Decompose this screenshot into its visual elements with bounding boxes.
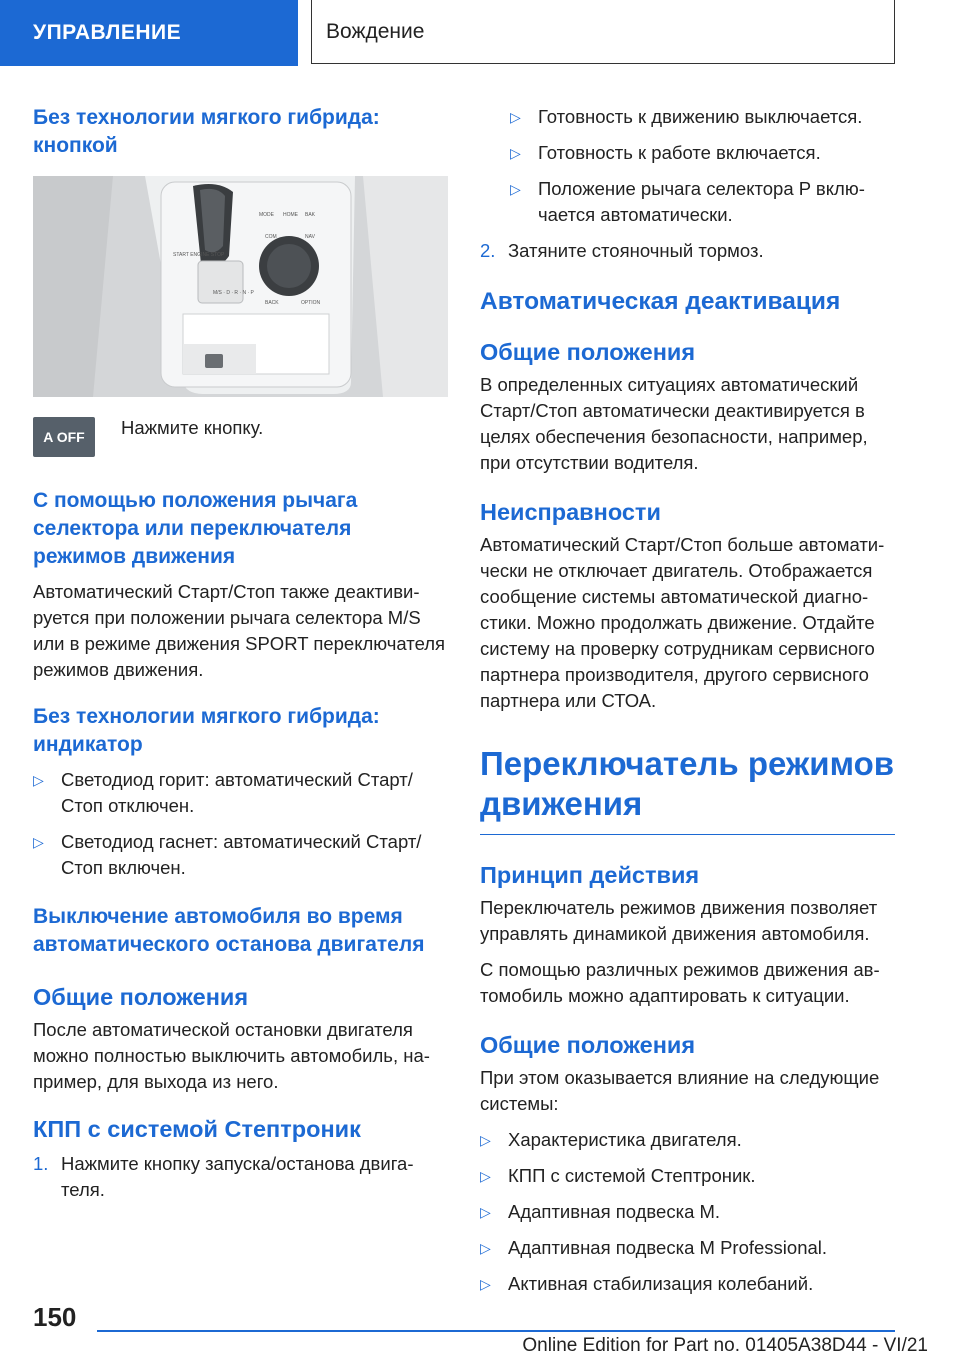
triangle-bullet-icon: ▷ (480, 1276, 491, 1292)
footer-divider (97, 1330, 895, 1332)
label-option: OPTION (301, 300, 321, 306)
paragraph-faults: Автоматический Старт/Стоп больше автоматически не отключает двигатель. Отображается сообщение системы автоматической диагностики. Можно продолжать движение. Отдайте систему на проверку сотрудникам сервисного партнера производителя, другого сервисного партнера или СТОА. (480, 534, 885, 711)
list-item: 2. Затяните стояночный тормоз. (480, 238, 895, 264)
paragraph-general: После автоматической остановки двигателя можно полностью выключить автомобиль, например, для выхода из него. (33, 1019, 430, 1092)
list-item: ▷ Положение рычага селектора P включается автоматически. (510, 178, 865, 225)
label-start: START ENGINE STOP (173, 252, 225, 258)
heading-general-right: Общие положения (480, 339, 696, 365)
list-item: ▷ Адаптивная подвеска M Professional. (480, 1235, 895, 1261)
heading-autodeact: Автоматическая деактивация (480, 288, 841, 315)
heading-faults: Неисправности (480, 499, 661, 525)
label-home: HOME (283, 212, 298, 218)
paragraph-general-right: В определенных ситуациях автоматический Старт/Стоп автоматически деактивируется в целях обеспечения безопасности, например, при отсутствии водителя. (480, 374, 868, 473)
right-column (480, 104, 895, 1297)
heading-mode-switch: Переключатель режимов движения (480, 744, 895, 835)
heading-principle: Принцип действия (480, 862, 700, 888)
triangle-bullet-icon: ▷ (510, 109, 521, 125)
systems-list (480, 1127, 895, 1297)
chapter-title: Вождение (326, 19, 425, 43)
list-item: ▷ Светодиод горит: автоматический Старт/ Стоп отключен. (33, 769, 413, 816)
left-column (33, 104, 448, 1203)
label-mode: MODE (259, 212, 274, 218)
triangle-bullet-icon: ▷ (510, 181, 521, 197)
heading-general-systems: Общие положения (480, 1032, 696, 1058)
triangle-bullet-icon: ▷ (510, 145, 521, 161)
heading-indicator: Без технологии мягкого гибрида: индикатор (33, 705, 380, 756)
paragraph-systems: При этом оказывается влияние на следующие системы: (480, 1067, 880, 1114)
paragraph-principle-2: С помощью различных режимов движения автомобиль можно адаптировать к ситуации. (480, 959, 880, 1006)
step-number: 1. (33, 1153, 49, 1174)
list-item: ▷ Светодиод гаснет: автоматический Старт/ Стоп включен. (33, 831, 422, 878)
page-number: 150 (33, 1302, 77, 1332)
continuation-list (480, 104, 895, 264)
section-title: УПРАВЛЕНИЕ (33, 21, 182, 44)
chapter-tab (311, 0, 895, 64)
button-instruction (33, 417, 448, 457)
console-illustration (33, 176, 448, 397)
label-bak: BAK (305, 212, 316, 218)
list-item: ▷ КПП с системой Стептроник. (480, 1163, 895, 1189)
label-back: BACK (265, 300, 279, 306)
indicator-list (33, 767, 448, 881)
press-text: Нажмите кнопку. (121, 417, 264, 438)
triangle-bullet-icon: ▷ (480, 1240, 491, 1256)
list-item: ▷ Готовность к работе включается. (480, 140, 895, 166)
heading-button: Без технологии мягкого гибрида: кнопкой (33, 106, 380, 157)
heading-general: Общие положения (33, 984, 249, 1010)
label-selector: M/S · D · R · N · P (213, 290, 254, 296)
triangle-bullet-icon: ▷ (480, 1168, 491, 1184)
section-tab (0, 0, 298, 66)
edition-text: Online Edition for Part no. 01405A38D44 - VI/21 (522, 1335, 928, 1356)
list-item: ▷ Характеристика двигателя. (480, 1127, 895, 1153)
label-nav: NAV (305, 234, 315, 240)
list-item: ▷ Готовность к движению выключается. (480, 104, 895, 130)
paragraph-principle-1: Переключатель режимов движения позволяет управлять динамикой движения автомобиля. (480, 897, 878, 944)
list-item: ▷ Активная стабилизация колебаний. (480, 1271, 895, 1297)
heading-selector: С помощью положения рычага селектора или переключателя режимов движения (33, 489, 358, 568)
step-number: 2. (480, 240, 496, 261)
list-item: 1. Нажмите кнопку запуска/останова двигателя. (33, 1153, 414, 1200)
heading-steptronic: КПП с системой Стептроник (33, 1116, 361, 1142)
steptronic-steps (33, 1151, 448, 1203)
triangle-bullet-icon: ▷ (33, 834, 44, 850)
heading-switchoff: Выключение автомобиля во время автоматического останова двигателя (33, 905, 425, 956)
icon-label: A OFF (43, 429, 85, 445)
list-item: ▷ Адаптивная подвеска M. (480, 1199, 895, 1225)
paragraph-selector: Автоматический Старт/Стоп также деактивируется при положении рычага селектора M/S или в режиме движения SPORT переключателя режимов движения. (33, 581, 446, 680)
triangle-bullet-icon: ▷ (480, 1204, 491, 1220)
console-photo (33, 176, 448, 397)
auto-start-stop-off-icon (33, 417, 95, 457)
triangle-bullet-icon: ▷ (33, 772, 44, 788)
triangle-bullet-icon: ▷ (480, 1132, 491, 1148)
label-com: COM (265, 234, 277, 240)
